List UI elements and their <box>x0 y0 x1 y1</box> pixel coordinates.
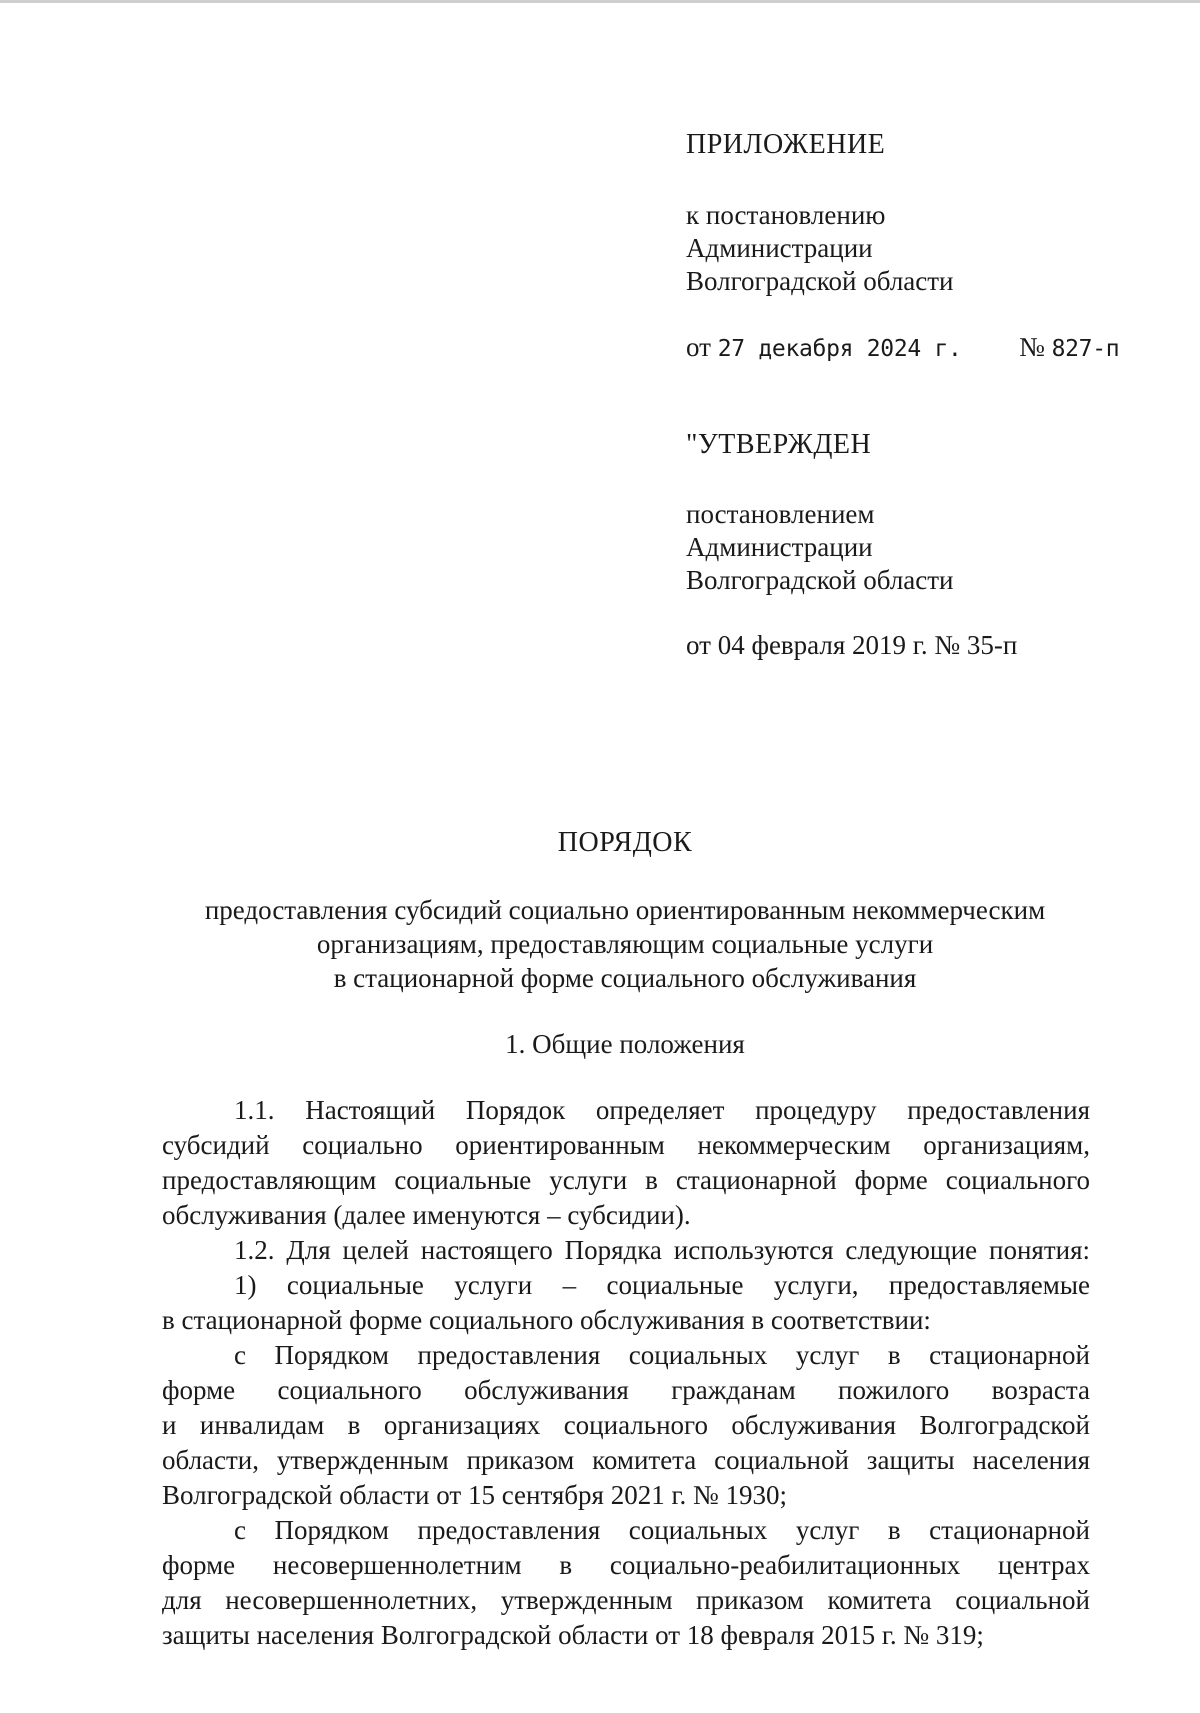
approved-line-1: постановлением <box>686 499 875 529</box>
body-line: и инвалидам в организациях социального обслуживания Волгоградской <box>162 1410 1090 1440</box>
body-line: защиты населения Волгоградской области от 18 февраля 2015 г. № 319; <box>162 1620 984 1650</box>
body-line: в стационарной форме социального обслуживания в соответствии: <box>162 1305 931 1335</box>
approved-line-3: Волгоградской области <box>686 565 954 595</box>
body-line: обслуживания (далее именуются – субсидии). <box>162 1200 691 1230</box>
decree-date-line <box>686 330 1119 366</box>
body-line: субсидий социально ориентированным некоммерческим организациям, <box>162 1130 1090 1160</box>
body-line: области, утвержденным приказом комитета социальной защиты населения <box>162 1445 1090 1475</box>
body-line: 1.1. Настоящий Порядок определяет процедуру предоставления <box>234 1095 1090 1125</box>
body-line: предоставляющим социальные услуги в стационарной форме социального <box>162 1165 1090 1195</box>
body-line: форме несовершеннолетним в социально-реабилитационных центрах <box>162 1550 1090 1580</box>
document-title: ПОРЯДОК <box>557 827 693 858</box>
body-line: с Порядком предоставления социальных услуг в стационарной <box>234 1340 1090 1370</box>
approved-line-2: Администрации <box>686 532 873 562</box>
decree-date-prefix: от <box>686 332 711 362</box>
body-line: 1) социальные услуги – социальные услуги, предоставляемые <box>234 1270 1090 1300</box>
subtitle-line-3: в стационарной форме социального обслуживания <box>333 963 917 993</box>
subtitle-line-2: организациям, предоставляющим социальные услуги <box>316 929 934 959</box>
decree-date-value: 27 декабря 2024 г. <box>717 336 962 362</box>
body-line: для несовершеннолетних, утвержденным приказом комитета социальной <box>162 1585 1090 1615</box>
appendix-to-line-3: Волгоградской области <box>686 266 954 296</box>
appendix-title: ПРИЛОЖЕНИЕ <box>686 129 886 160</box>
scan-top-edge <box>0 0 1200 3</box>
appendix-to-line-2: Администрации <box>686 233 873 263</box>
body-line: 1.2. Для целей настоящего Порядка используются следующие понятия: <box>234 1235 1090 1265</box>
decree-number-prefix: № <box>1019 332 1045 362</box>
body-line: с Порядком предоставления социальных услуг в стационарной <box>234 1515 1090 1545</box>
section-heading: 1. Общие положения <box>505 1029 745 1059</box>
decree-number-value: 827-п <box>1051 336 1120 362</box>
appendix-to-line-1: к постановлению <box>686 200 886 230</box>
subtitle-line-1: предоставления субсидий социально ориентированным некоммерческим <box>204 895 1046 925</box>
body-line: Волгоградской области от 15 сентября 2021 г. № 1930; <box>162 1480 788 1510</box>
approved-date: от 04 февраля 2019 г. № 35-п <box>686 630 1018 660</box>
approved-title: "УТВЕРЖДЕН <box>686 429 872 460</box>
body-line: форме социального обслуживания гражданам пожилого возраста <box>162 1375 1090 1405</box>
